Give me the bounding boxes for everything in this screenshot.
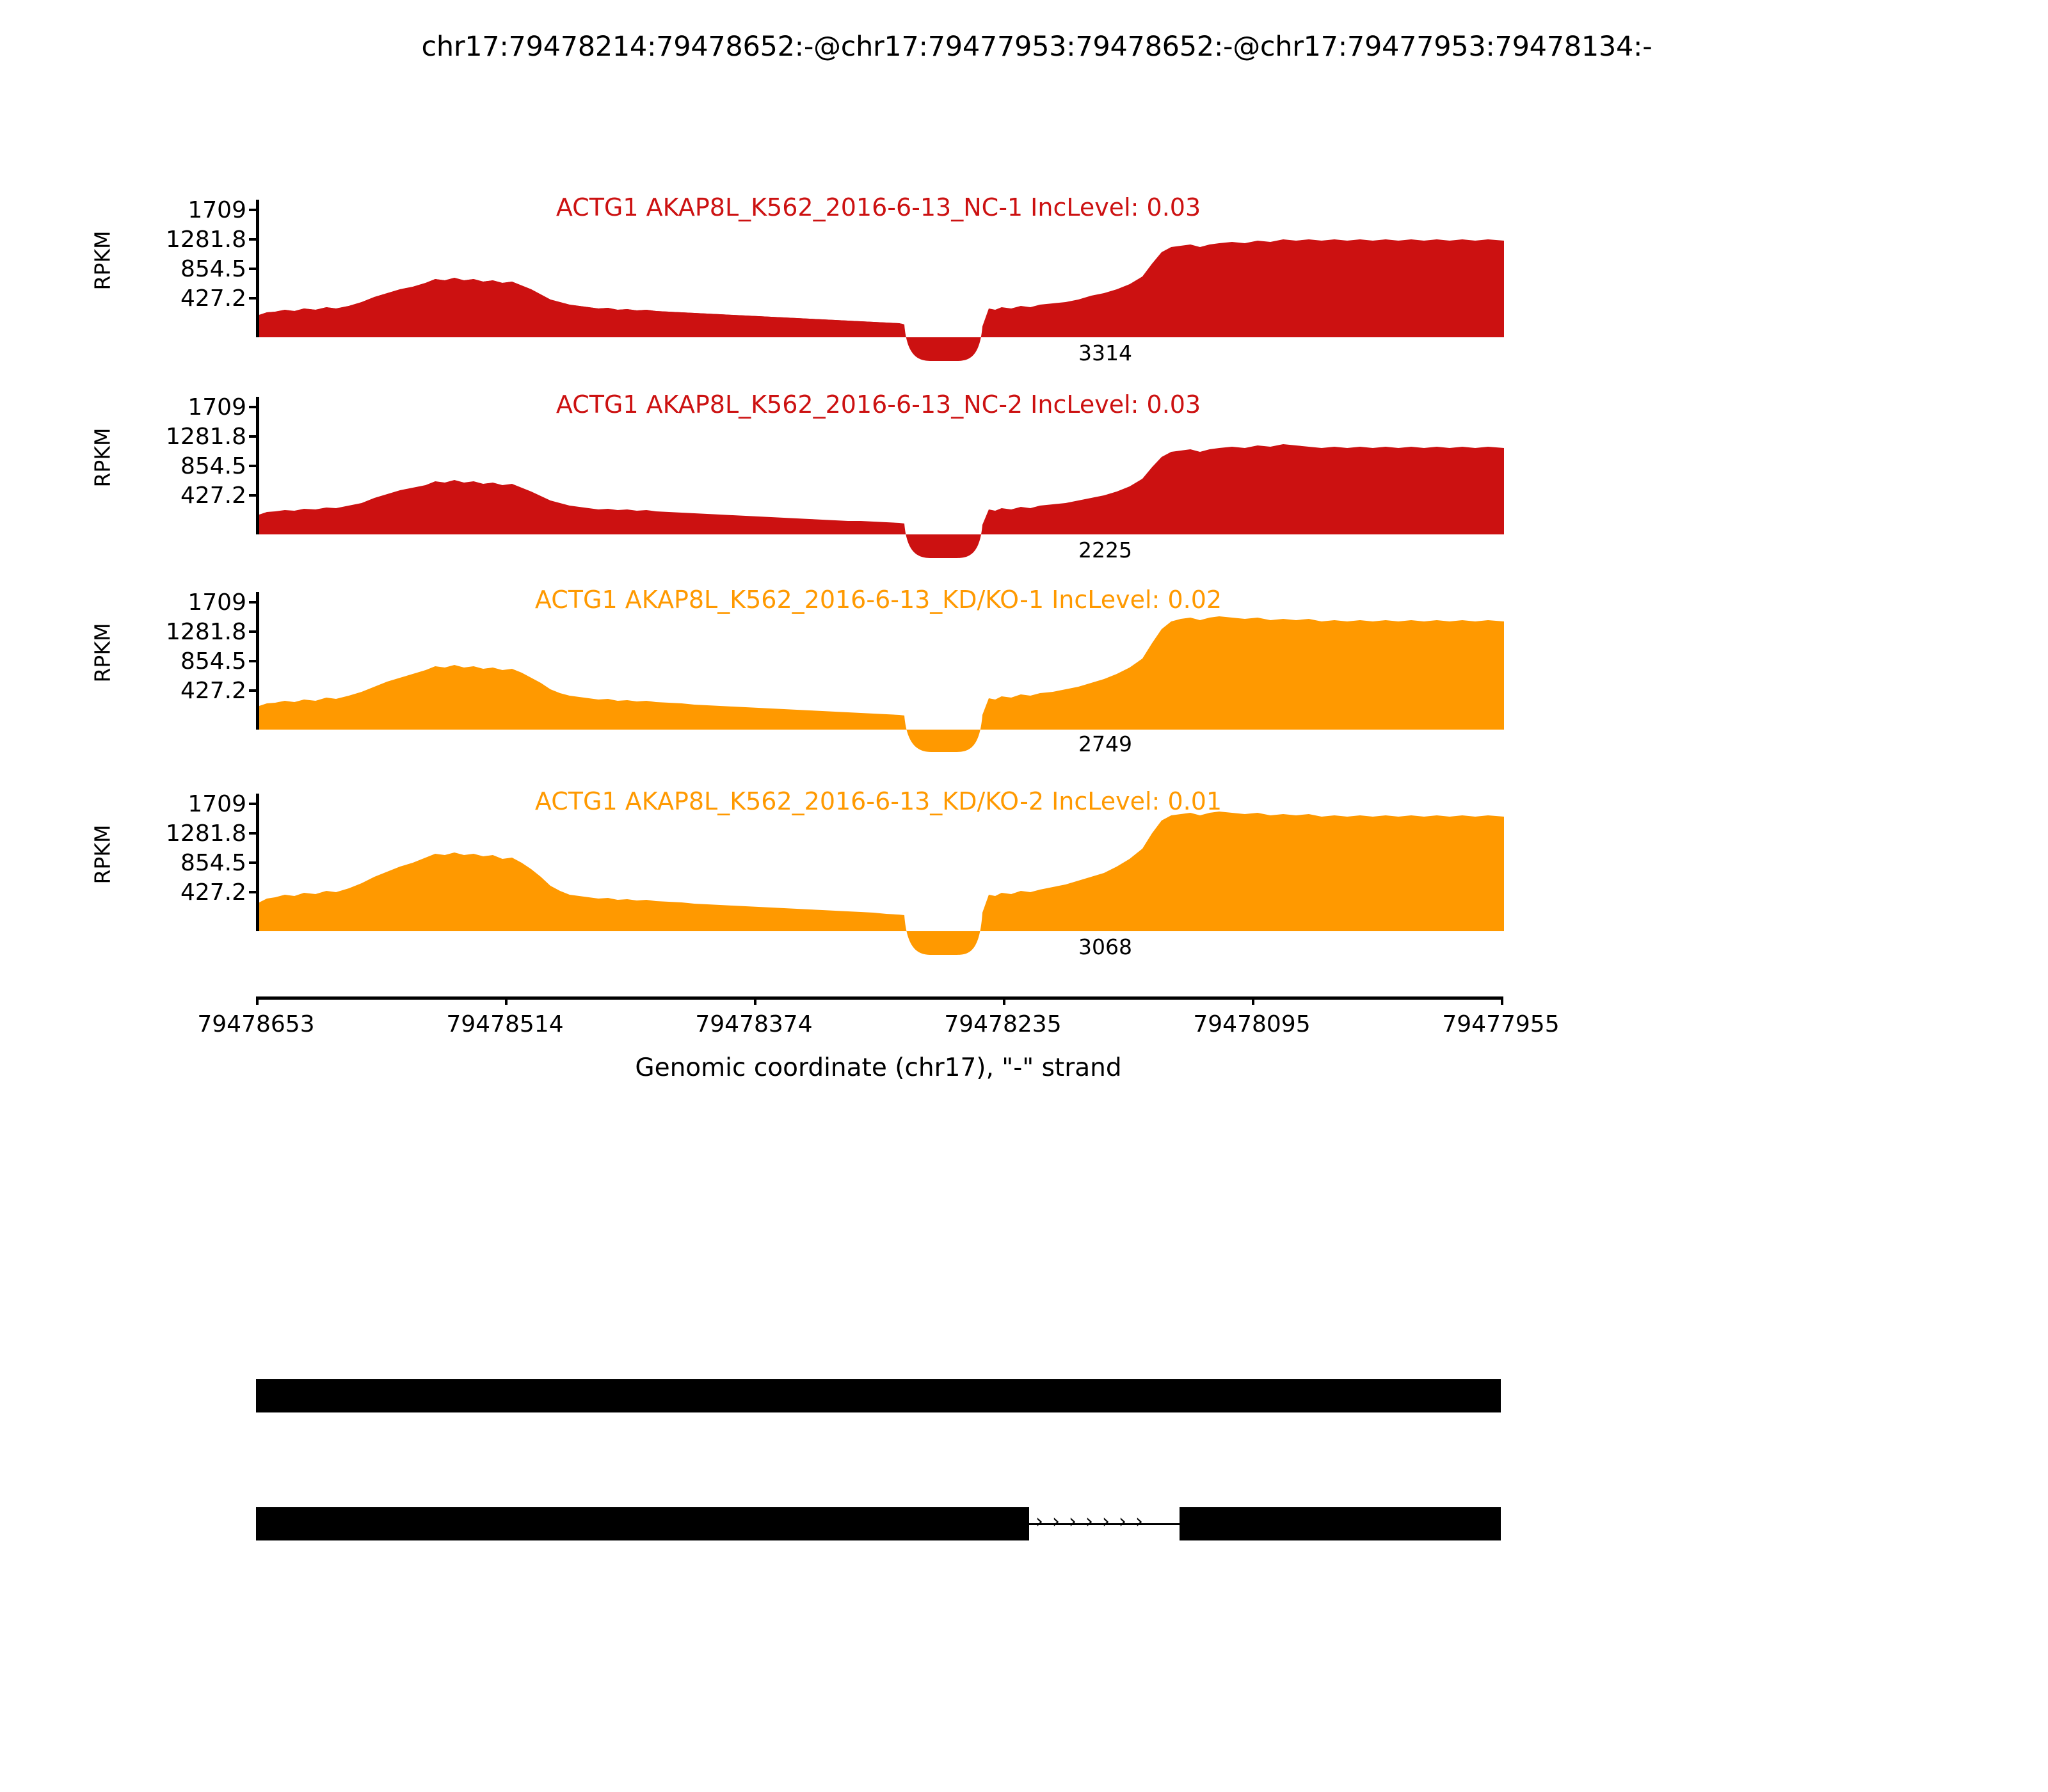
y-tick-label: 427.2 xyxy=(180,678,246,704)
y-tick-label: 1709 xyxy=(188,394,246,420)
y-tick-mark xyxy=(249,209,256,211)
y-axis-ticks xyxy=(115,589,246,730)
y-tick-mark xyxy=(249,238,256,241)
coverage-track-4 xyxy=(259,794,1504,960)
y-tick-label: 854.5 xyxy=(180,850,246,876)
y-tick-label: 854.5 xyxy=(180,648,246,675)
y-tick-mark xyxy=(249,630,256,633)
y-tick-label: 427.2 xyxy=(180,879,246,906)
y-tick-mark xyxy=(249,601,256,604)
x-tick-label: 79478514 xyxy=(446,1011,564,1037)
sample-label-3: ACTG1 AKAP8L_K562_2016-6-13_KD/KO-1 IncLevel: 0.02 xyxy=(534,586,1222,614)
y-tick-label: 1709 xyxy=(188,791,246,817)
y-tick-mark xyxy=(249,861,256,864)
y-tick-label: 1281.8 xyxy=(166,227,246,253)
x-tick-mark xyxy=(505,996,508,1005)
y-tick-label: 854.5 xyxy=(180,256,246,282)
coverage-track-1 xyxy=(259,200,1504,366)
y-axis-label: RPKM xyxy=(90,428,115,488)
transcript-2-strand-arrows: ››››››› xyxy=(1036,1510,1152,1533)
y-tick-mark xyxy=(249,406,256,408)
transcript-2-exon-right xyxy=(1180,1507,1501,1540)
y-tick-mark xyxy=(249,297,256,300)
y-axis-label: RPKM xyxy=(90,230,115,291)
coverage-track-2 xyxy=(259,397,1504,563)
y-axis-ticks xyxy=(115,791,246,931)
x-tick-mark xyxy=(1003,996,1005,1005)
transcript-1-exon-full xyxy=(256,1379,1501,1412)
x-tick-mark xyxy=(1252,996,1254,1005)
y-tick-label: 427.2 xyxy=(180,285,246,312)
junction-count-4: 3068 xyxy=(1078,934,1132,959)
page-title: chr17:79478214:79478652:-@chr17:79477953:79478652:-@chr17:79477953:79478134:- xyxy=(421,31,1652,63)
x-tick-label: 79478653 xyxy=(197,1011,315,1037)
y-axis-label: RPKM xyxy=(90,623,115,683)
junction-count-1: 3314 xyxy=(1078,340,1132,365)
y-tick-label: 1709 xyxy=(188,589,246,616)
transcript-2-exon-left xyxy=(256,1507,1029,1540)
y-tick-mark xyxy=(249,891,256,893)
y-tick-mark xyxy=(249,268,256,270)
coverage-plot-3 xyxy=(256,592,1504,730)
sample-label-4: ACTG1 AKAP8L_K562_2016-6-13_KD/KO-2 IncLevel: 0.01 xyxy=(534,787,1222,815)
y-tick-mark xyxy=(249,435,256,438)
y-tick-mark xyxy=(249,660,256,662)
x-tick-label: 79477955 xyxy=(1442,1011,1560,1037)
y-tick-label: 427.2 xyxy=(180,483,246,509)
y-tick-label: 1281.8 xyxy=(166,424,246,450)
coverage-track-3 xyxy=(259,592,1504,758)
x-tick-mark xyxy=(754,996,756,1005)
y-tick-label: 1709 xyxy=(188,197,246,223)
x-axis-line xyxy=(256,996,1501,1000)
y-tick-label: 854.5 xyxy=(180,453,246,479)
junction-count-2: 2225 xyxy=(1078,538,1132,563)
coverage-plot-4 xyxy=(256,794,1504,931)
y-axis-ticks xyxy=(115,394,246,534)
coverage-plot-2 xyxy=(256,397,1504,534)
y-tick-label: 1281.8 xyxy=(166,820,246,847)
y-tick-mark xyxy=(249,465,256,467)
y-axis-label: RPKM xyxy=(90,824,115,884)
sample-label-2: ACTG1 AKAP8L_K562_2016-6-13_NC-2 IncLevel: 0.03 xyxy=(556,390,1201,419)
x-tick-label: 79478235 xyxy=(944,1011,1062,1037)
x-axis-title: Genomic coordinate (chr17), "-" strand xyxy=(635,1053,1122,1082)
y-axis-ticks xyxy=(115,197,246,337)
coverage-plot-1 xyxy=(256,200,1504,337)
x-tick-label: 79478374 xyxy=(695,1011,813,1037)
y-tick-mark xyxy=(249,689,256,692)
y-tick-mark xyxy=(249,832,256,835)
y-tick-mark xyxy=(249,494,256,497)
y-tick-label: 1281.8 xyxy=(166,619,246,645)
y-tick-mark xyxy=(249,803,256,805)
x-tick-mark xyxy=(1501,996,1503,1005)
x-tick-mark xyxy=(256,996,259,1005)
x-tick-label: 79478095 xyxy=(1193,1011,1311,1037)
sample-label-1: ACTG1 AKAP8L_K562_2016-6-13_NC-1 IncLevel: 0.03 xyxy=(556,193,1201,221)
junction-count-3: 2749 xyxy=(1078,732,1132,756)
